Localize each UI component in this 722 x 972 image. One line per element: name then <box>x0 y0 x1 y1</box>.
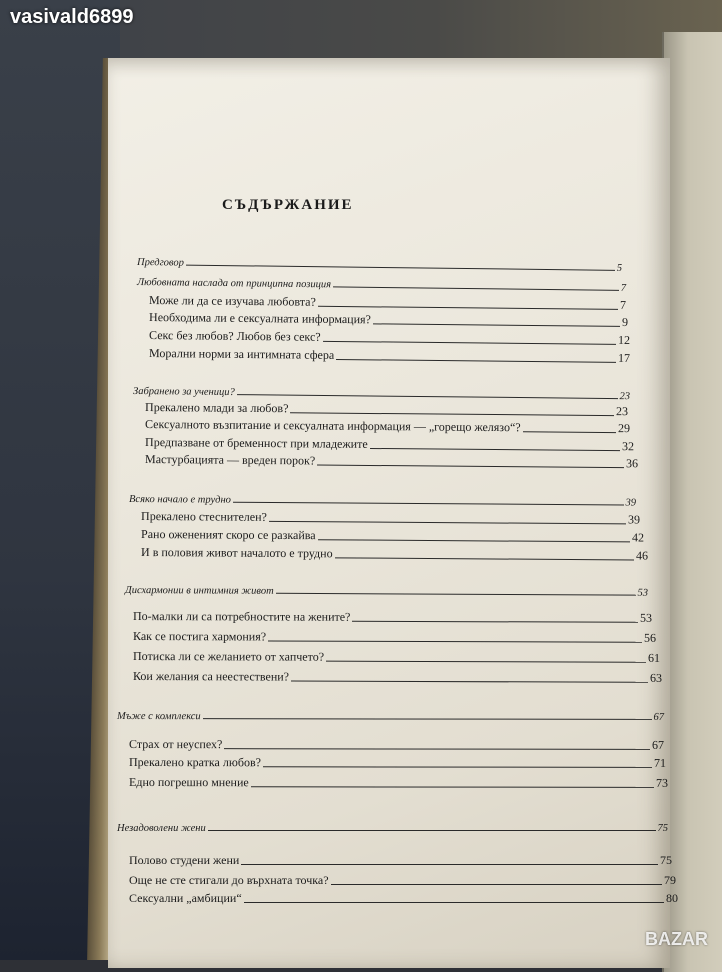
toc-page-number: 73 <box>656 775 669 790</box>
toc-entry-title: Прекалено млади за любов? <box>145 400 289 416</box>
toc-entry-title: Рано ожененият скоро се разкайва <box>141 527 316 543</box>
toc-entry-title: Мъже с комплекси <box>117 711 201 723</box>
toc-leader-line <box>370 447 620 451</box>
toc-entry-title: Полово студени жени <box>129 853 240 867</box>
toc-page-number: 80 <box>666 891 678 905</box>
toc-entry-title: Сексуалното възпитание и сексуалната информация — „горещо желязо“? <box>145 417 521 435</box>
toc-entry-title: По-малки ли са потребностите на жените? <box>133 609 351 624</box>
toc-entry-title: Дисхармонии в интимния живот <box>125 585 274 597</box>
toc-leader-line <box>244 901 664 903</box>
toc-item-entry <box>133 628 656 646</box>
toc-page-number: 7 <box>619 297 627 312</box>
toc-page-number: 17 <box>617 350 631 366</box>
toc-page-number: 32 <box>621 439 635 454</box>
toc-leader-line <box>326 660 646 663</box>
toc-leader-line <box>331 883 662 885</box>
toc-entry-title: Прекалено стеснителен? <box>141 509 267 524</box>
toc-page-number: 67 <box>652 737 665 752</box>
toc-page-number: 63 <box>650 670 663 685</box>
toc-entry-title: Необходима ли е сексуалната информация? <box>149 310 371 327</box>
toc-page-number: 79 <box>664 873 676 887</box>
page-title: СЪДЪРЖАНИЕ <box>222 197 354 213</box>
toc-entry-title: Предпазване от бременност при младежите <box>145 435 368 451</box>
bazar-logo: BAZAR <box>645 929 708 949</box>
toc-entry-title: Страх от неуспех? <box>129 737 223 752</box>
toc-entry-title: Мастурбацията — вреден порок? <box>145 452 316 468</box>
toc-leader-line <box>291 680 648 683</box>
toc-page-number: 9 <box>621 314 629 330</box>
toc-page-number: 23 <box>619 391 631 403</box>
toc-page-number: 53 <box>640 610 653 625</box>
toc-item-entry <box>129 774 668 791</box>
toc-leader-line <box>333 285 619 290</box>
toc-leader-line <box>208 829 656 831</box>
toc-leader-line <box>263 765 652 768</box>
toc-page-number: 36 <box>625 456 639 471</box>
seller-watermark: vasivald6899 <box>10 6 134 28</box>
toc-section-entry <box>125 580 648 599</box>
toc-entry-title: Сексуални „амбиции“ <box>129 891 242 905</box>
toc-page-number: 7 <box>620 282 627 294</box>
toc-leader-line <box>290 411 614 416</box>
toc-page-number: 67 <box>653 711 665 723</box>
toc-entry-title: Секс без любов? Любов без секс? <box>149 328 321 344</box>
toc-leader-line <box>233 501 624 506</box>
toc-page-number: 23 <box>615 404 629 419</box>
toc-item-entry <box>133 608 652 626</box>
toc-entry-title: Любовната наслада от принципна позиция <box>137 277 332 291</box>
toc-entry-title: Забранено за ученици? <box>133 386 235 399</box>
toc-leader-line <box>318 305 618 310</box>
toc-entry-title: Незадоволени жени <box>117 823 206 834</box>
toc-item-entry <box>133 668 662 686</box>
toc-entry-title: И в половия живот началото е трудно <box>141 545 333 561</box>
toc-page-number: 71 <box>654 755 667 770</box>
toc-entry-title: Може ли да се изучава любовта? <box>149 293 316 309</box>
toc-item-entry <box>129 754 666 771</box>
toc-item-entry <box>133 648 660 666</box>
toc-leader-line <box>318 538 630 542</box>
toc-leader-line <box>276 592 636 596</box>
toc-leader-line <box>323 340 616 345</box>
toc-leader-line <box>241 863 658 865</box>
toc-page-number: 75 <box>657 823 668 834</box>
toc-page-number: 12 <box>617 332 631 348</box>
toc-leader-line <box>352 620 638 623</box>
toc-page-number: 39 <box>625 497 637 509</box>
toc-leader-line <box>203 717 652 720</box>
toc-item-entry <box>129 872 676 888</box>
toc-page-number: 46 <box>635 548 649 563</box>
toc-leader-line <box>317 464 624 469</box>
toc-entry-title: Всяко начало е трудно <box>129 494 231 506</box>
toc-page-number: 75 <box>660 853 672 867</box>
toc-leader-line <box>523 430 616 433</box>
toc-entry-title: Потиска ли се желанието от хапчето? <box>133 649 325 664</box>
toc-entry-title: Кои желания са неестествени? <box>133 669 290 684</box>
toc-section-entry <box>117 818 668 834</box>
toc-page-number: 5 <box>616 262 623 274</box>
toc-entry-title: Как се постига хармония? <box>133 629 267 644</box>
toc-item-entry <box>129 852 672 868</box>
toc-page-number: 29 <box>617 421 631 436</box>
toc-leader-line <box>251 785 654 788</box>
toc-page-number: 39 <box>627 512 641 527</box>
toc-page-number: 61 <box>648 650 661 665</box>
toc-item-entry <box>129 890 678 906</box>
toc-leader-line <box>224 747 650 750</box>
toc-entry-title: Прекалено кратка любов? <box>129 755 261 770</box>
toc-page-number: 42 <box>631 530 645 545</box>
opposite-page-edge <box>662 32 722 972</box>
toc-entry-title: Предговор <box>137 257 184 269</box>
toc-entry-title: Още не сте стигали до върхната точка? <box>129 873 329 887</box>
toc-leader-line <box>237 393 618 399</box>
toc-page-number: 56 <box>644 630 657 645</box>
toc-entry-title: Морални норми за интимната сфера <box>149 346 335 362</box>
toc-leader-line <box>335 556 634 560</box>
toc-entry-title: Едно погрешно мнение <box>129 775 249 790</box>
toc-leader-line <box>373 322 620 327</box>
toc-page-number: 53 <box>637 587 649 599</box>
toc-item-entry <box>129 736 664 753</box>
toc-leader-line <box>336 358 616 363</box>
toc-leader-line <box>269 520 626 524</box>
toc-leader-line <box>268 639 642 642</box>
toc-section-entry <box>117 706 664 723</box>
